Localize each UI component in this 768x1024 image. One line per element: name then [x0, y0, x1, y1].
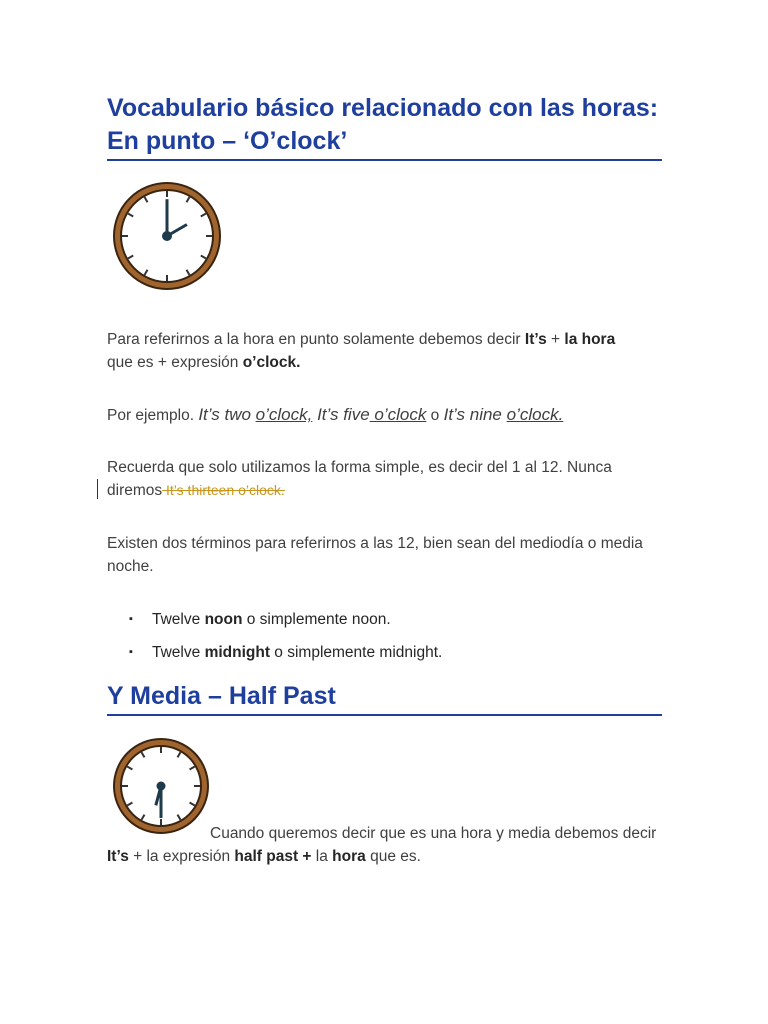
text-cursor — [97, 479, 98, 499]
bullet-icon: ▪ — [129, 613, 133, 625]
clock-icon-two-oclock — [111, 179, 223, 293]
paragraph-examples: Por ejemplo. It’s two o’clock, It’s five o’clock o It’s nine o’clock. — [107, 405, 564, 424]
paragraph-twelve-terms: Existen dos términos para referirnos a las 12, bien sean del mediodía o media noche. — [107, 535, 643, 575]
list-item: ▪ Twelve noon o simplemente noon. — [107, 608, 662, 641]
section-heading-half-past: Y Media – Half Past — [107, 680, 662, 716]
paragraph-half-past-rule: Cuando queremos decir que es una hora y media debemos decir It’s + la expresión half past + la hora que es. — [107, 825, 657, 865]
list-item: ▪ Twelve midnight o simplemente midnight. — [107, 641, 662, 674]
clock-icon-half-past-six — [111, 736, 211, 836]
paragraph-simple-form: Recuerda que solo utilizamos la forma simple, es decir del 1 al 12. Nunca diremos It’s thirteen o’clock. — [107, 459, 612, 499]
paragraph-oclock-rule: Para referirnos a la hora en punto solamente debemos decir It’s + la hora que es + expresión o’clock. — [107, 331, 616, 371]
struck-example: It’s thirteen o’clock. — [162, 482, 285, 498]
section-heading-oclock: Vocabulario básico relacionado con las horas: En punto – ‘O’clock’ — [107, 92, 662, 161]
twelve-terms-list — [107, 608, 662, 674]
bullet-icon: ▪ — [129, 646, 133, 658]
